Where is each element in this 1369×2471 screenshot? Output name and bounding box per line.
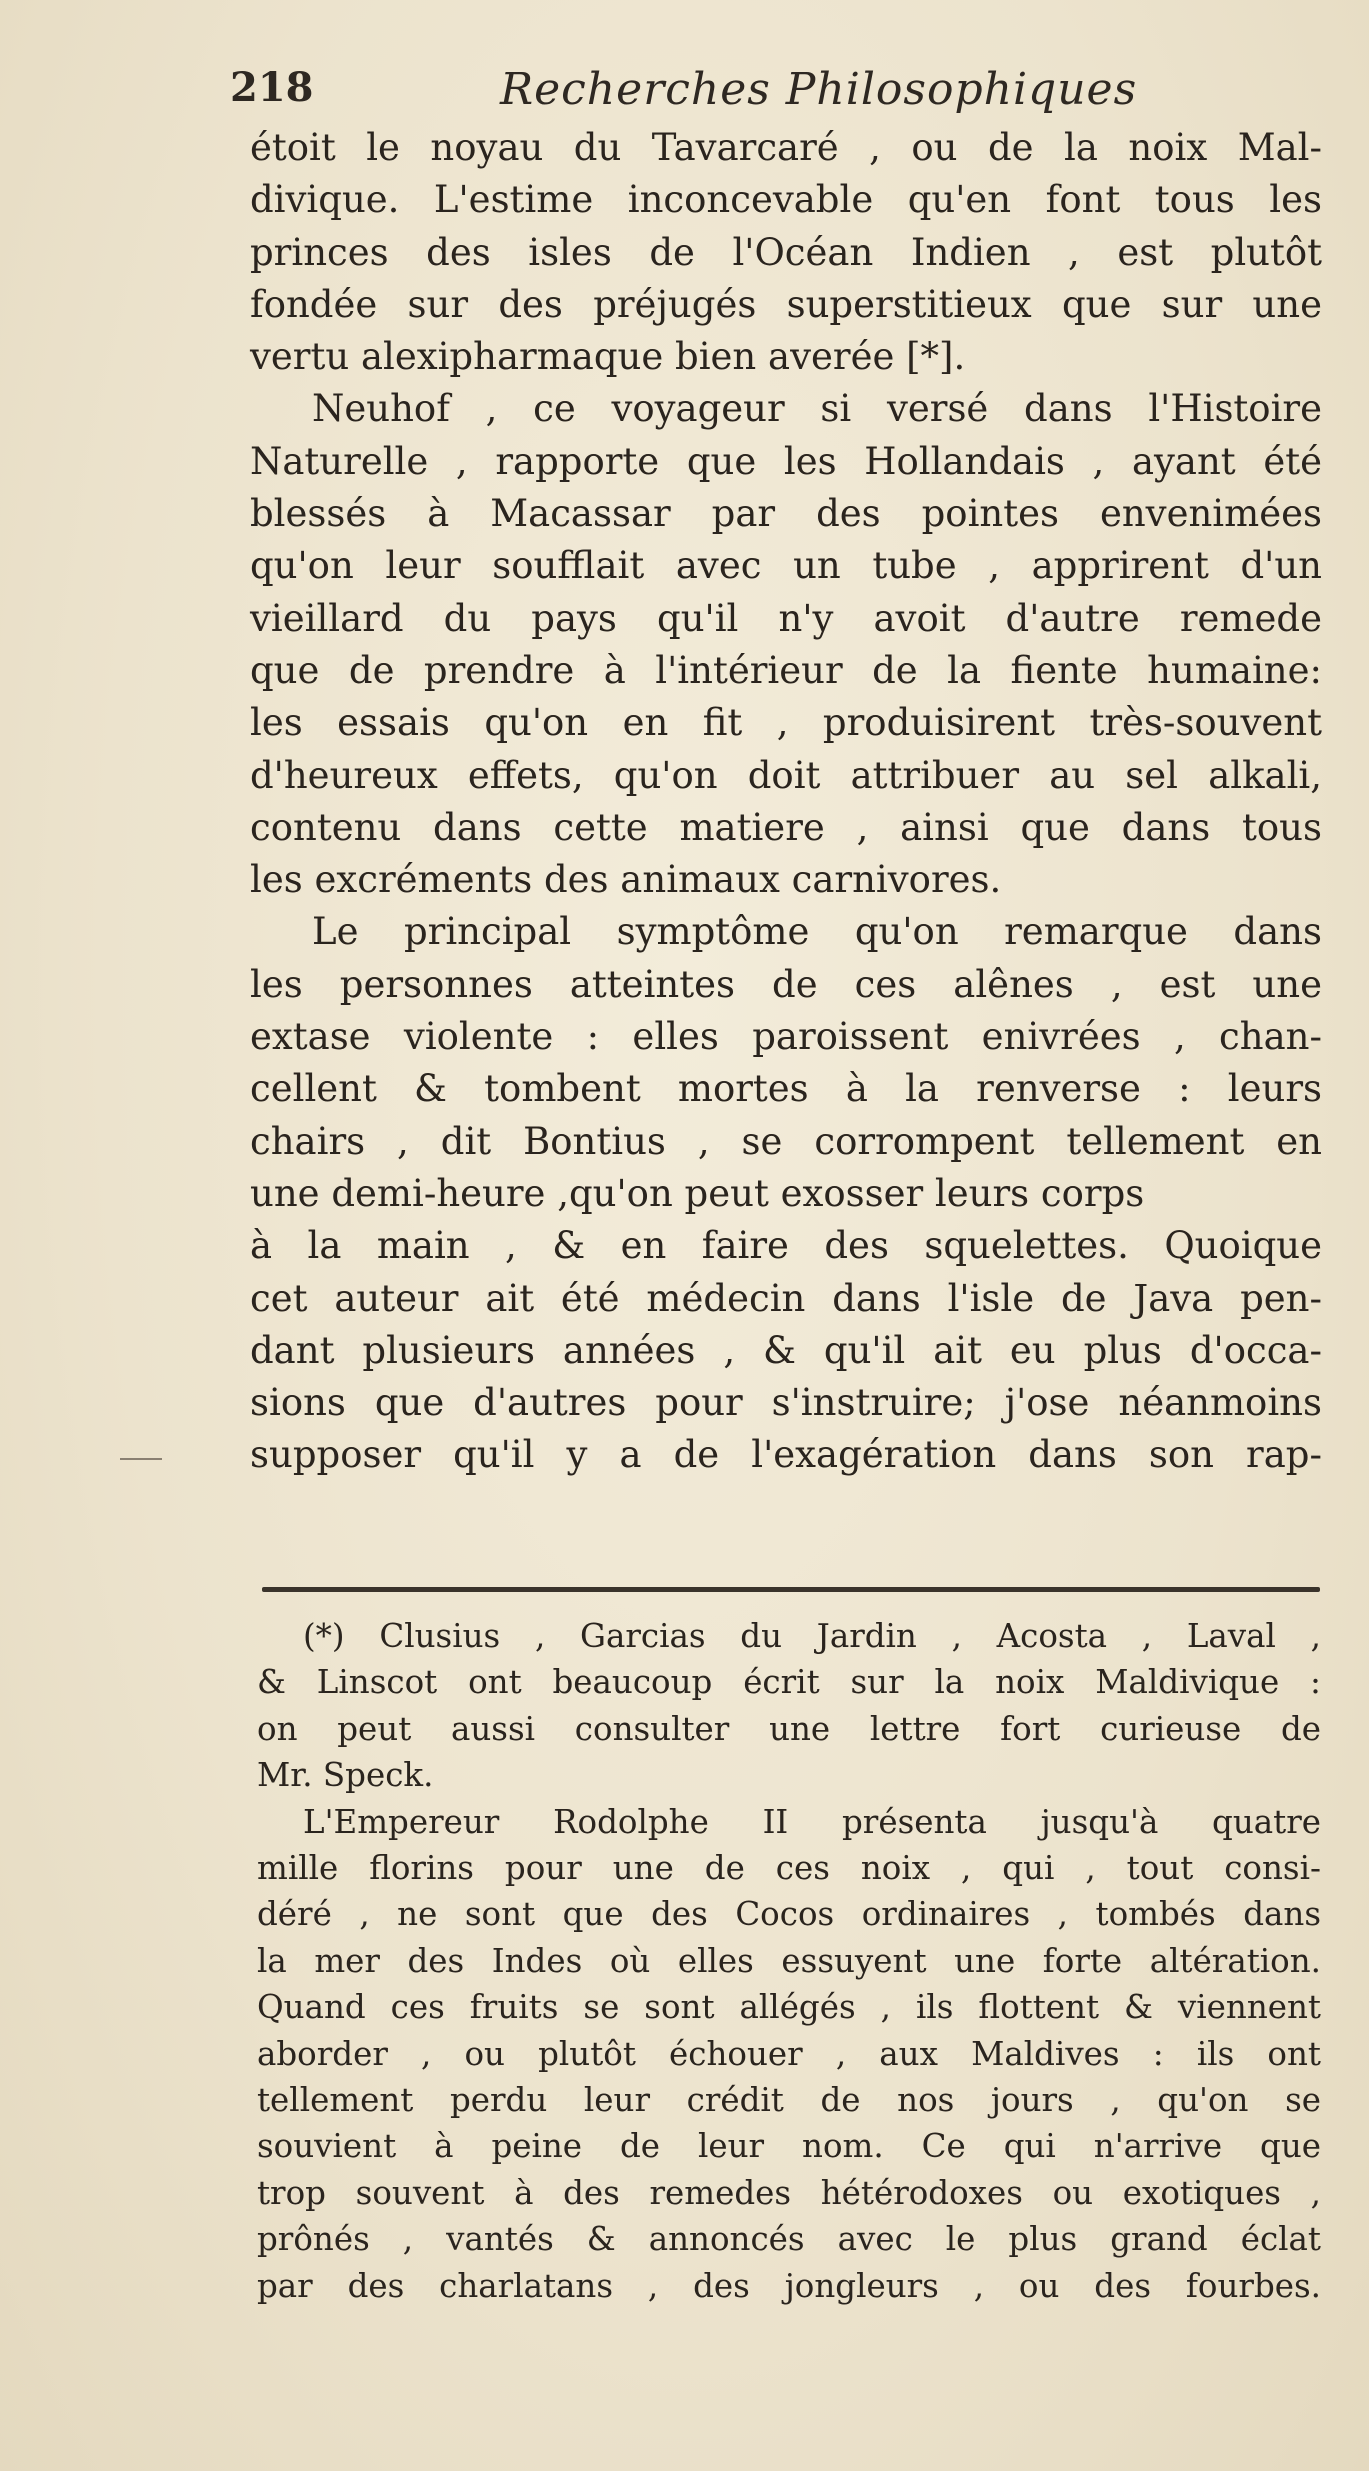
text-line: Le principal symptôme qu'on remarque dans [312,910,1322,954]
text-line: blessés à Macassar par des pointes envenimées [250,492,1322,536]
text-line: les excréments des animaux carnivores. [250,858,1002,902]
text-line: extase violente : elles paroissent enivrées , chan- [250,1015,1322,1059]
text-line: que de prendre à l'intérieur de la fiente humaine: [250,648,1322,692]
text-line: qu'on leur soufflait avec un tube , apprirent d'un [250,544,1322,588]
footnote-line: la mer des Indes où elles essuyent une forte altération. [257,1941,1321,1980]
footnote-line: aborder , ou plutôt échouer , aux Maldives : ils ont [257,2034,1321,2073]
main-text [250,122,1322,1482]
footnote-line: par des charlatans , des jongleurs , ou des fourbes. [257,2266,1321,2305]
text-line: à la main , & en faire des squelettes. Quoique [250,1224,1322,1268]
footnote-line: prônés , vantés & annoncés avec le plus grand éclat [257,2220,1321,2259]
text-line: supposer qu'il y a de l'exagération dans son rap- [250,1433,1322,1477]
margin-mark [120,1458,162,1460]
text-line: contenu dans cette matiere , ainsi que dans tous [250,805,1322,849]
footnote-line: tellement perdu leur crédit de nos jours , qu'on se [257,2081,1321,2120]
text-line: vertu alexipharmaque bien averée [*]. [250,335,966,379]
footnote-rule [262,1587,1320,1592]
text-line: Naturelle , rapporte que les Hollandais , ayant été [250,439,1322,483]
footnote-line: (*) Clusius , Garcias du Jardin , Acosta , Laval , [303,1617,1321,1655]
footnote-line: Quand ces fruits se sont allégés , ils flottent & viennent [257,1988,1321,2027]
footnote-line: L'Empereur Rodolphe II présenta jusqu'à quatre [303,1802,1321,1841]
footnote-line: & Linscot ont beaucoup écrit sur la noix Maldivique : [257,1663,1321,1702]
text-line: d'heureux effets, qu'on doit attribuer au sel alkali, [250,753,1322,797]
text-line: Neuhof , ce voyageur si versé dans l'Histoire [312,387,1322,431]
page-number: 218 [230,64,314,111]
footnote-line: trop souvent à des remedes hétérodoxes ou exotiques , [257,2173,1321,2212]
footnote-line: Mr. Speck. [257,1756,434,1795]
text-line: fondée sur des préjugés superstitieux que sur une [250,282,1322,326]
text-line: étoit le noyau du Tavarcaré , ou de la noix Mal- [250,126,1322,169]
footnote-line: on peut aussi consulter une lettre fort curieuse de [257,1709,1321,1748]
text-line: les essais qu'on en fit , produisirent très-souvent [250,701,1322,745]
text-line: chairs , dit Bontius , se corrompent tellement en [250,1119,1322,1163]
text-line: vieillard du pays qu'il n'y avoit d'autre remede [250,596,1322,640]
footnote-line: déré , ne sont que des Cocos ordinaires , tombés dans [257,1895,1321,1934]
footnote-line: souvient à peine de leur nom. Ce qui n'arrive que [257,2127,1321,2166]
running-title: Recherches Philosophiques [500,64,1138,115]
text-line: princes des isles de l'Océan Indien , est plutôt [250,230,1322,274]
text-line: cet auteur ait été médecin dans l'isle de Java pen- [250,1276,1322,1320]
text-line: sions que d'autres pour s'instruire; j'ose néanmoins [250,1381,1322,1425]
text-line: divique. L'estime inconcevable qu'en font tous les [250,178,1322,222]
text-line: les personnes atteintes de ces alênes , est une [250,962,1322,1006]
text-line: dant plusieurs années , & qu'il ait eu plus d'occa- [250,1328,1322,1372]
footnote [257,1613,1321,2309]
text-line: une demi-heure ,qu'on peut exosser leurs corps [250,1171,1145,1215]
text-line: cellent & tombent mortes à la renverse : leurs [250,1067,1322,1111]
footnote-line: mille florins pour une de ces noix , qui , tout consi- [257,1849,1321,1888]
